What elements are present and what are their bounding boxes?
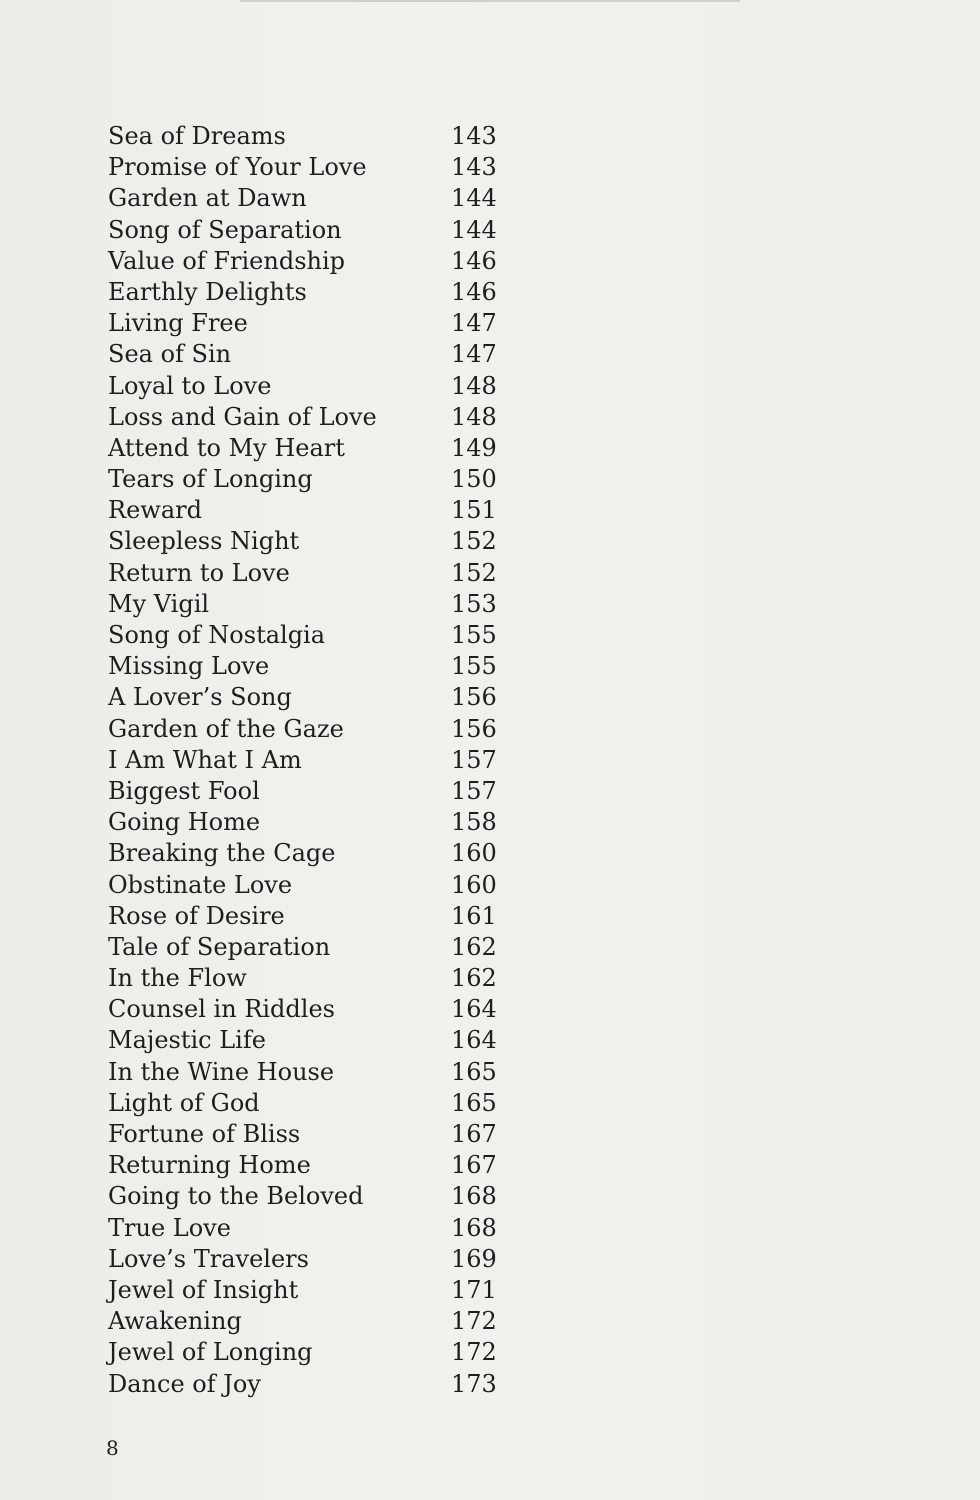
toc-entry-page: 169 (451, 1244, 497, 1273)
toc-entry-title: Returning Home (108, 1151, 311, 1180)
toc-entry (108, 183, 508, 214)
toc-entry-title: Song of Nostalgia (108, 621, 326, 649)
toc-entry-page: 173 (451, 1369, 497, 1398)
toc-entry-page: 150 (451, 465, 497, 494)
toc-entry-page: 147 (451, 309, 497, 338)
toc-entry-page: 152 (451, 527, 497, 556)
toc-entry-page: 152 (451, 558, 497, 587)
toc-entry-page: 143 (451, 153, 497, 182)
toc-entry-page: 172 (451, 1338, 497, 1367)
toc-entry (108, 215, 508, 246)
toc-entry-title: Sea of Sin (108, 340, 232, 369)
toc-entry-page: 155 (451, 621, 497, 649)
toc-entry-page: 171 (451, 1275, 497, 1304)
toc-entry-title: Jewel of Insight (108, 1275, 299, 1304)
toc-entry (108, 620, 508, 651)
toc-entry-title: Rose of Desire (108, 901, 285, 930)
toc-entry (108, 870, 508, 901)
toc-entry-title: Tale of Separation (108, 932, 331, 961)
toc-entry-page: 172 (451, 1307, 497, 1336)
toc-entry (108, 495, 508, 526)
toc-entry (108, 339, 508, 370)
table-of-contents (108, 121, 508, 1400)
toc-entry-page: 147 (451, 340, 497, 369)
toc-entry-page: 160 (451, 839, 497, 868)
toc-entry (108, 589, 508, 620)
toc-entry-title: Tears of Longing (108, 465, 313, 494)
toc-entry (108, 1088, 508, 1119)
toc-entry (108, 121, 508, 152)
toc-entry (108, 433, 508, 464)
toc-entry-title: Dance of Joy (108, 1369, 261, 1398)
toc-entry (108, 1119, 508, 1150)
toc-entry (108, 152, 508, 183)
toc-entry-title: Majestic Life (108, 1026, 266, 1055)
toc-entry-page: 167 (451, 1120, 497, 1148)
toc-entry-title: Return to Love (108, 558, 290, 587)
toc-entry (108, 402, 508, 433)
toc-entry-title: Promise of Your Love (108, 153, 367, 182)
toc-entry-title: Awakening (108, 1307, 242, 1336)
toc-entry-title: Breaking the Cage (108, 839, 336, 868)
toc-entry-title: Living Free (108, 309, 248, 338)
toc-entry-page: 157 (451, 745, 497, 774)
toc-entry-page: 160 (451, 870, 497, 899)
toc-entry (108, 246, 508, 277)
toc-entry-title: In the Flow (108, 964, 247, 993)
page-number: 8 (106, 1436, 119, 1460)
toc-entry-page: 156 (451, 683, 497, 712)
toc-entry-title: Love’s Travelers (108, 1244, 309, 1273)
toc-entry-page: 153 (451, 589, 497, 618)
toc-entry (108, 371, 508, 402)
toc-entry (108, 1244, 508, 1275)
toc-entry-title: A Lover’s Song (108, 683, 292, 712)
toc-entry-title: True Love (108, 1213, 231, 1242)
toc-entry-page: 149 (451, 433, 497, 462)
toc-entry (108, 994, 508, 1025)
toc-entry-title: Value of Friendship (108, 246, 345, 275)
toc-entry-title: Attend to My Heart (108, 433, 345, 462)
toc-entry-page: 164 (451, 995, 497, 1024)
toc-entry (108, 1213, 508, 1244)
toc-entry (108, 1337, 508, 1368)
toc-entry-page: 148 (451, 402, 497, 431)
toc-entry (108, 682, 508, 713)
toc-entry-page: 156 (451, 714, 497, 743)
toc-entry-title: Earthly Delights (108, 277, 307, 306)
toc-entry (108, 1275, 508, 1306)
toc-entry-page: 165 (451, 1088, 497, 1117)
toc-entry-page: 161 (451, 901, 497, 930)
toc-entry-page: 165 (451, 1057, 497, 1086)
toc-entry (108, 714, 508, 745)
toc-entry-title: I Am What I Am (108, 745, 302, 774)
toc-entry-page: 144 (451, 184, 497, 213)
toc-entry-title: Missing Love (108, 652, 270, 681)
toc-entry (108, 558, 508, 589)
toc-entry-page: 168 (451, 1213, 497, 1242)
toc-entry-title: Jewel of Longing (108, 1338, 313, 1367)
toc-entry-title: Song of Separation (108, 215, 342, 244)
toc-entry (108, 308, 508, 339)
toc-entry (108, 1150, 508, 1181)
toc-entry-title: Reward (108, 496, 202, 525)
toc-entry-page: 158 (451, 808, 497, 837)
toc-entry-title: Sleepless Night (108, 527, 300, 556)
toc-entry-title: Loyal to Love (108, 371, 272, 400)
toc-entry (108, 1181, 508, 1212)
toc-entry-page: 146 (451, 246, 497, 275)
page-top-edge (240, 0, 740, 2)
toc-entry (108, 1057, 508, 1088)
toc-entry (108, 932, 508, 963)
toc-entry-title: My Vigil (108, 589, 210, 618)
toc-entry (108, 838, 508, 869)
toc-entry-page: 151 (451, 496, 497, 525)
toc-entry (108, 1369, 508, 1400)
toc-entry-title: In the Wine House (108, 1057, 335, 1086)
toc-entry-page: 148 (451, 371, 497, 400)
toc-entry (108, 901, 508, 932)
toc-entry-page: 167 (451, 1151, 497, 1180)
toc-entry (108, 277, 508, 308)
toc-entry (108, 651, 508, 682)
toc-entry (108, 807, 508, 838)
toc-entry-title: Garden of the Gaze (108, 714, 344, 743)
toc-entry-page: 162 (451, 964, 497, 993)
toc-entry-page: 164 (451, 1026, 497, 1055)
toc-entry-title: Going Home (108, 808, 261, 837)
toc-entry-title: Fortune of Bliss (108, 1120, 301, 1148)
toc-entry-page: 146 (451, 277, 497, 306)
toc-entry (108, 1025, 508, 1056)
toc-entry (108, 526, 508, 557)
toc-entry (108, 745, 508, 776)
toc-entry-title: Sea of Dreams (108, 122, 286, 150)
toc-entry-page: 143 (451, 122, 497, 150)
toc-entry-page: 162 (451, 932, 497, 961)
toc-entry (108, 963, 508, 994)
toc-entry-title: Light of God (108, 1088, 260, 1117)
toc-entry-title: Biggest Fool (108, 776, 260, 805)
toc-entry-title: Counsel in Riddles (108, 995, 335, 1024)
toc-entry-page: 168 (451, 1182, 497, 1211)
toc-entry-page: 144 (451, 215, 497, 244)
toc-entry-title: Obstinate Love (108, 870, 293, 899)
toc-entry (108, 1306, 508, 1337)
toc-entry-title: Loss and Gain of Love (108, 402, 377, 431)
toc-entry (108, 776, 508, 807)
toc-entry-title: Going to the Beloved (108, 1182, 364, 1211)
toc-entry-page: 157 (451, 776, 497, 805)
toc-entry-title: Garden at Dawn (108, 184, 307, 213)
toc-entry (108, 464, 508, 495)
toc-entry-page: 155 (451, 652, 497, 681)
